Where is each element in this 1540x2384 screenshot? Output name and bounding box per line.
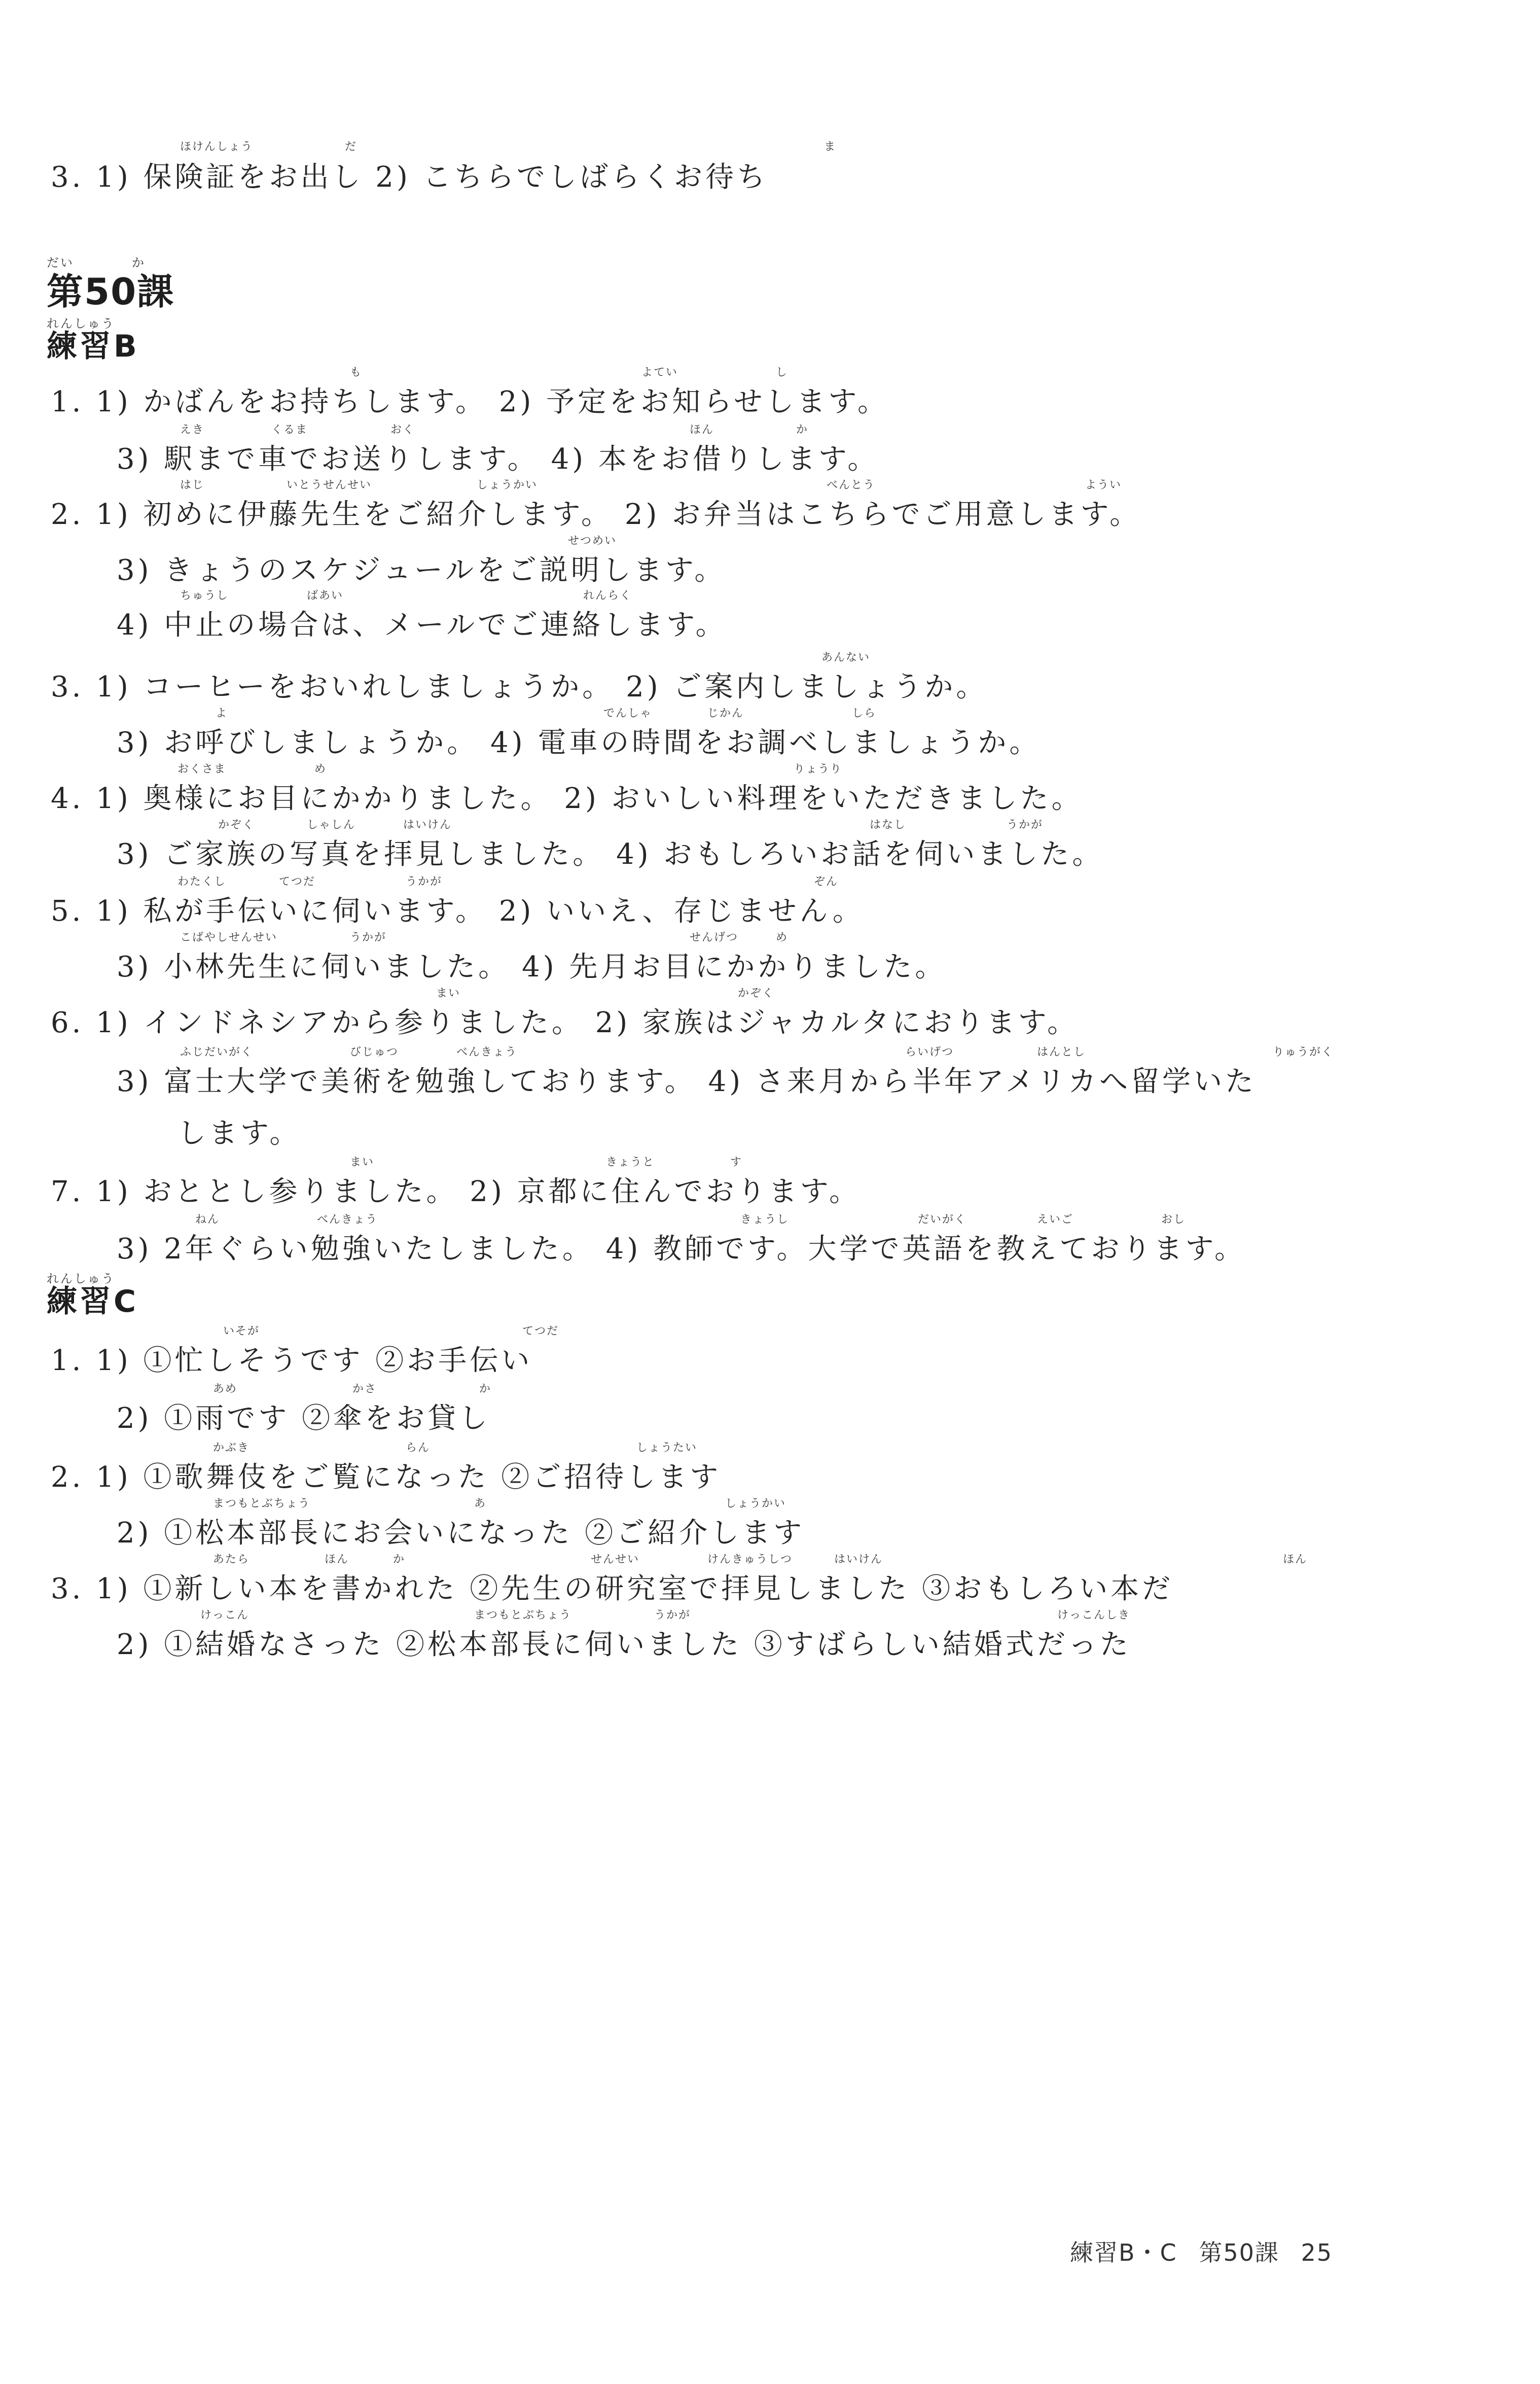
answer-line: 4. 1) 奥様にお目にかかりました。 2) おいしい料理をいただきました。 — [51, 782, 1083, 815]
lesson-title-furigana: だい — [47, 256, 74, 270]
answer-line: 3) 駅まで車でお送りします。 4) 本をお借りします。 — [117, 443, 879, 476]
furigana: ちゅうし — [180, 589, 229, 602]
furigana: あんない — [821, 651, 871, 664]
furigana: かぞく — [738, 987, 775, 1000]
furigana: いとうせんせい — [286, 479, 372, 492]
furigana: はなし — [870, 819, 907, 831]
furigana: けんきゅうしつ — [707, 1553, 793, 1566]
answer-line: 5. 1) 私が手伝いに伺います。 2) いいえ、存じません。 — [51, 895, 864, 928]
page-footer — [1070, 2239, 1346, 2266]
furigana: しょうかい — [725, 1497, 786, 1510]
furigana: ほけんしょう — [180, 141, 254, 153]
furigana: まい — [436, 987, 461, 1000]
furigana: きょうと — [606, 1156, 655, 1169]
footer-section-label: 練習B・C — [1070, 2239, 1177, 2266]
furigana: せんげつ — [690, 931, 739, 944]
furigana: あ — [474, 1497, 487, 1510]
furigana: こばやしせんせい — [180, 931, 278, 944]
furigana: す — [730, 1156, 743, 1169]
furigana: てつだ — [522, 1325, 559, 1338]
furigana: ねん — [195, 1213, 220, 1226]
answer-line: 1. 1) ①忙しそうです ②お手伝い — [51, 1344, 533, 1377]
furigana: も — [350, 366, 363, 379]
furigana: わたくし — [177, 875, 227, 888]
furigana: ほん — [1283, 1553, 1308, 1566]
furigana: しゃしん — [307, 819, 356, 831]
furigana: かぞく — [218, 819, 255, 831]
furigana: か — [796, 424, 809, 436]
furigana: べんきょう — [456, 1046, 518, 1059]
answer-line: 2) ①雨です ②傘をお貸し — [117, 1402, 491, 1435]
furigana: いそが — [223, 1325, 260, 1338]
furigana: べんきょう — [317, 1213, 378, 1226]
answer-line: 3) 富士大学で美術を勉強しております。 4) さ来月から半年アメリカへ留学いた — [117, 1065, 1257, 1098]
furigana: せつめい — [568, 535, 617, 547]
furigana: おく — [390, 424, 415, 436]
furigana: せんせい — [591, 1553, 640, 1566]
furigana: ふじだいがく — [180, 1046, 254, 1059]
furigana: だ — [345, 141, 357, 153]
answer-line: 2) ①松本部長にお会いになった ②ご紹介します — [117, 1517, 805, 1550]
furigana: らいげつ — [905, 1046, 954, 1059]
answer-line: 7. 1) おととし参りました。 2) 京都に住んでおります。 — [51, 1175, 861, 1208]
answer-line: 3. 1) コーヒーをおいれしましょうか。 2) ご案内しましょうか。 — [51, 671, 988, 704]
furigana: ばあい — [307, 589, 344, 602]
answer-line: 3. 1) ①新しい本を書かれた ②先生の研究室で拝見しました ③おもしろい本だ — [51, 1572, 1174, 1605]
answer-line: 3) ご家族の写真を拝見しました。 4) おもしろいお話を伺いました。 — [117, 838, 1104, 871]
section-heading-furigana: れんしゅう — [47, 317, 115, 331]
furigana: よ — [216, 707, 228, 720]
furigana: けっこんしき — [1057, 1609, 1131, 1622]
furigana: はいけん — [403, 819, 452, 831]
furigana: うかが — [350, 931, 387, 944]
furigana: おし — [1161, 1213, 1186, 1226]
furigana: てつだ — [279, 875, 316, 888]
answer-line: 3) お呼びしましょうか。 4) 電車の時間をお調べしましょうか。 — [117, 726, 1041, 759]
furigana: しょうたい — [636, 1442, 698, 1454]
furigana: まつもとぶちょう — [474, 1609, 572, 1622]
answer-line: 3) 小林先生に伺いました。 4) 先月お目にかかりました。 — [117, 951, 947, 984]
furigana: はいけん — [834, 1553, 883, 1566]
furigana: べんとう — [827, 479, 876, 492]
furigana: か — [393, 1553, 406, 1566]
section-heading-furigana: れんしゅう — [47, 1272, 115, 1286]
furigana: けっこん — [200, 1609, 249, 1622]
furigana: まい — [350, 1156, 375, 1169]
furigana: ま — [824, 141, 837, 153]
furigana: うかが — [406, 875, 443, 888]
furigana: くるま — [271, 424, 308, 436]
furigana: ほん — [690, 424, 714, 436]
furigana: しら — [852, 707, 877, 720]
furigana: め — [776, 931, 789, 944]
furigana: ほん — [325, 1553, 349, 1566]
footer-lesson-label: 第50課 — [1199, 2239, 1279, 2266]
furigana: ぞん — [814, 875, 839, 888]
answer-line: 4) 中止の場合は、メールでご連絡します。 — [117, 609, 727, 642]
lesson-title-furigana: か — [132, 256, 146, 270]
furigana: でんしゃ — [603, 707, 653, 720]
furigana: らん — [406, 1442, 431, 1454]
furigana: かぶき — [213, 1442, 250, 1454]
answer-line: 3. 1) 保険証をお出し 2) こちらでしばらくお待ち — [51, 161, 769, 194]
answer-line: 2. 1) 初めに伊藤先生をご紹介します。 2) お弁当はこちらでご用意します。 — [51, 498, 1141, 531]
answer-line: 3) 2年ぐらい勉強いたしました。 4) 教師です。大学で英語を教えております。 — [117, 1233, 1246, 1266]
furigana: おくさま — [177, 763, 227, 776]
furigana: め — [314, 763, 327, 776]
furigana: じかん — [707, 707, 744, 720]
furigana: しょうかい — [477, 479, 538, 492]
furigana: あめ — [213, 1383, 238, 1395]
answer-line: 2) ①結婚なさった ②松本部長に伺いました ③すばらしい結婚式だった — [117, 1628, 1131, 1661]
furigana: びじゅつ — [350, 1046, 399, 1059]
furigana: えいご — [1037, 1213, 1074, 1226]
furigana: きょうし — [740, 1213, 790, 1226]
answer-line: 6. 1) インドネシアから参りました。 2) 家族はジャカルタにおります。 — [51, 1006, 1079, 1039]
furigana: かさ — [352, 1383, 377, 1395]
furigana: し — [776, 366, 789, 379]
furigana: りゅうがく — [1273, 1046, 1334, 1059]
furigana: うかが — [1007, 819, 1044, 831]
answer-line: します。 — [177, 1117, 301, 1150]
answer-line: 3) きょうのスケジュールをご説明します。 — [117, 554, 726, 587]
answer-line: 1. 1) かばんをお持ちします。 2) 予定をお知らせします。 — [51, 385, 889, 418]
lesson-title: 第50課 — [47, 270, 175, 313]
furigana: まつもとぶちょう — [213, 1497, 311, 1510]
section-heading-c: 練習C — [47, 1284, 139, 1319]
answer-line: 2. 1) ①歌舞伎をご覧になった ②ご招待します — [51, 1461, 722, 1494]
furigana: ようい — [1085, 479, 1122, 492]
furigana: りょうり — [794, 763, 843, 776]
furigana: はんとし — [1037, 1046, 1086, 1059]
furigana: か — [479, 1383, 492, 1395]
furigana: はじ — [180, 479, 205, 492]
furigana: うかが — [654, 1609, 691, 1622]
section-heading-b: 練習B — [47, 329, 140, 364]
furigana: えき — [180, 424, 205, 436]
page-number: 25 — [1301, 2239, 1333, 2266]
furigana: だいがく — [918, 1213, 967, 1226]
furigana: あたら — [213, 1553, 250, 1566]
furigana: れんらく — [583, 589, 632, 602]
furigana: よてい — [641, 366, 678, 379]
